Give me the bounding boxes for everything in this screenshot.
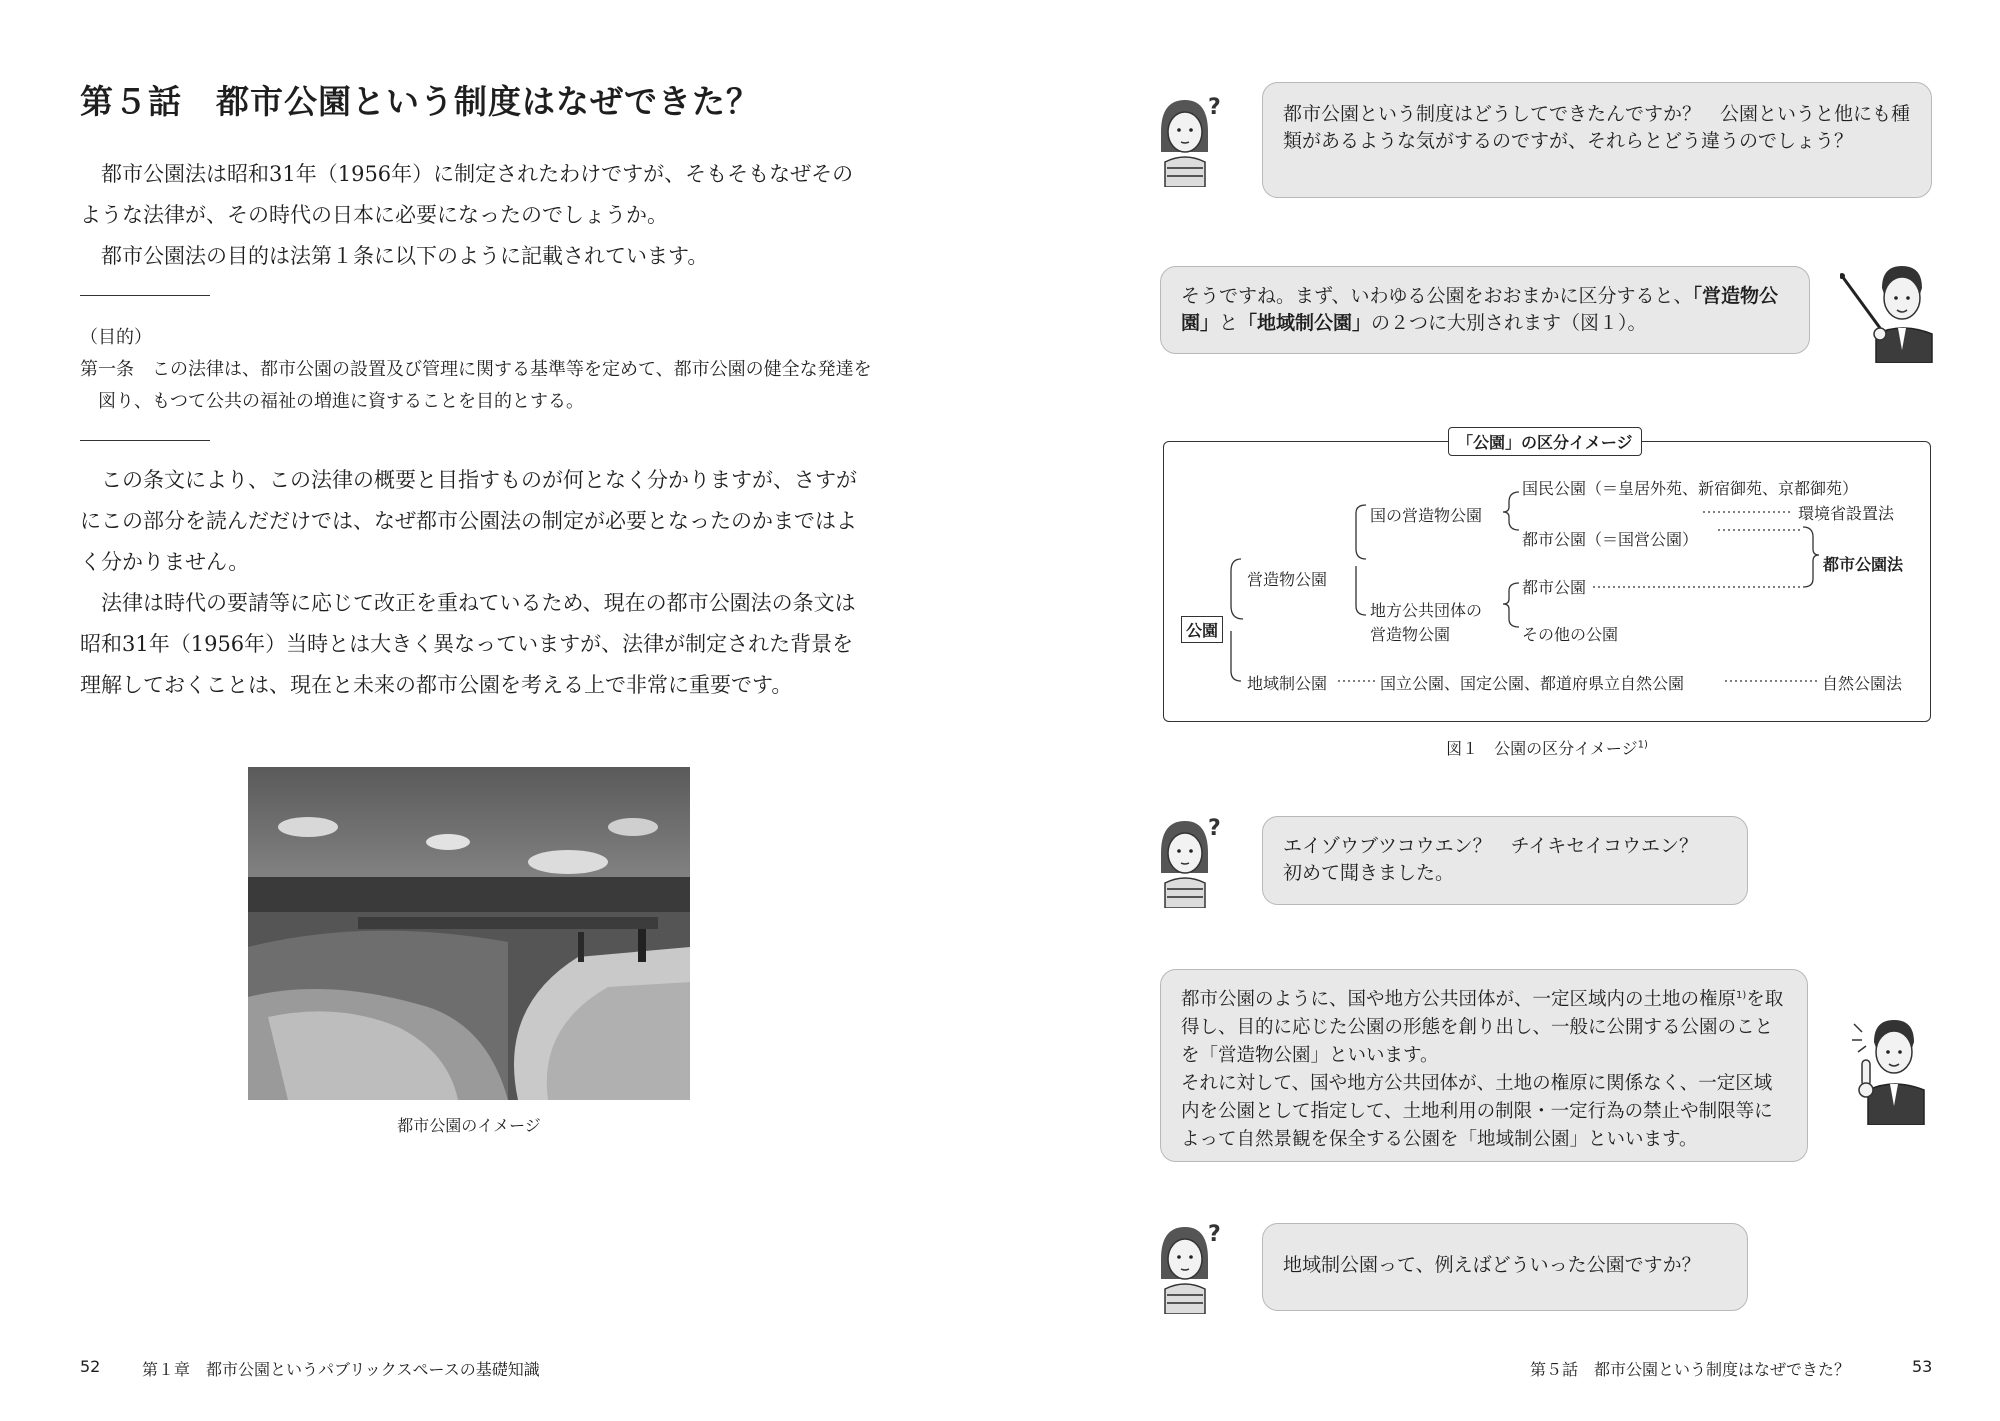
answer-1-bold-1: 「営造物公園」 [1181,285,1778,334]
body-paragraph-1: この条文により、この法律の概要と目指すものが何となく分かりますが、さすがにこの部分を読んだだけでは、なぜ都市公園法の制定が必要となったのかまではよく分かりません。 [80,468,857,574]
diagram-chiiki: 地域制公園 [1247,674,1328,693]
answer-2-paragraph-1 [1181,982,1787,1070]
answer-1-bold-2: 「地域制公園」 [1238,312,1372,334]
body-text [80,460,865,706]
answer-bubble-2 [1160,969,1808,1162]
diagram-kokumin: 国民公園（＝皇居外苑、新宿御苑、京都御苑） [1522,479,1859,498]
law-quote [80,322,878,418]
park-photo-image [248,767,690,1100]
answer-2-footnote: 1) [1736,990,1747,1001]
questioner-avatar-2 [1153,813,1228,912]
diagram-toshi: 都市公園 [1522,578,1587,597]
law-rule-bottom [80,440,210,441]
question-2-line-1: エイゾウブツコウエン？ チイキセイコウエン？ [1283,835,1698,857]
questioner-avatar [1153,92,1228,191]
diagram-toshi-kuni: 都市公園（＝国営公園） [1522,530,1699,549]
diagram-toshikoen-law: 都市公園法 [1823,555,1904,574]
law-article-1: 第一条 この法律は、都市公園の設置及び管理に関する基準等を定めて、都市公園の健全な発達を図り、もつて公共の福祉の増進に資することを目的とする。 [80,359,872,412]
question-2-line-2: 初めて聞きました。 [1283,862,1455,884]
diagram-root-label: 公園 [1181,616,1223,643]
answer-2-p1-b: を取得し、目的に応じた公園の形態を創り出し、一般に公開する公園のことを「営造物公園」といいます。 [1181,989,1784,1067]
answer-1-post: の２つに大別されます（図１）。 [1371,312,1647,334]
diagram-eizobutsu: 営造物公園 [1247,570,1328,589]
running-head-right: 第５話 都市公園という制度はなぜできた？ [1530,1360,1851,1379]
teacher-avatar-finger [1852,1010,1932,1129]
diagram-kuni: 国の営造物公園 [1370,506,1483,525]
question-bubble-2 [1262,816,1748,905]
law-heading: （目的） [80,327,152,348]
question-bubble-3: 地域制公園って、例えばどういった公園ですか？ [1262,1223,1748,1311]
diagram-chiho-1: 地方公共団体の [1370,601,1483,620]
answer-2-paragraph-2: それに対して、国や地方公共団体が、土地の権原に関係なく、一定区域内を公園として指定して、土地利用の制限・一定行為の禁止や制限等によって自然景観を保全する公園を「地域制公園」といいます。 [1181,1073,1773,1151]
intro-paragraph-1: 都市公園法は昭和31年（1956年）に制定されたわけですが、そもそもなぜそのような法律が、その時代の日本に必要になったのでしょうか。 [80,162,854,227]
diagram-shizen-law: 自然公園法 [1822,674,1903,693]
figure-caption [1163,736,1931,759]
body-paragraph-2: 法律は時代の要請等に応じて改正を重ねているため、現在の都市公園法の条文は昭和31年（1956年）当時とは大きく異なっていますが、法律が制定された背景を理解しておくことは、現在と未来の都市公園を考える上で非常に重要です。 [80,591,856,697]
intro-paragraph-2: 都市公園法の目的は法第１条に以下のように記載されています。 [101,244,709,268]
diagram-title: 「公園」の区分イメージ [1448,427,1642,456]
teacher-avatar-pointer [1840,258,1940,367]
diagram-chiiki-list: 国立公園、国定公園、都道府県立自然公園 [1380,674,1685,693]
answer-1-pre: そうですね。まず、いわゆる公園をおおまかに区分すると、 [1181,285,1693,307]
answer-1-mid: と [1219,312,1239,334]
svg-text:?: ? [1208,1222,1221,1247]
diagram-chiho-2: 営造物公園 [1370,625,1451,644]
page-number-right: 53 [1912,1357,1933,1376]
diagram-sonota: その他の公園 [1522,625,1619,644]
diagram-kankyo-law: 環境省設置法 [1798,504,1895,523]
chapter-title: 第５話 都市公園という制度はなぜできた？ [80,82,760,121]
svg-text:?: ? [1208,816,1221,841]
figure-caption-text: 図１ 公園の区分イメージ [1446,739,1638,758]
svg-text:?: ? [1208,95,1221,120]
photo-caption: 都市公園のイメージ [397,1116,541,1135]
questioner-avatar-3 [1153,1219,1228,1318]
figure-caption-footnote: 1) [1637,739,1648,751]
running-head-left: 第１章 都市公園というパブリックスペースの基礎知識 [142,1360,540,1379]
intro-text [80,154,865,277]
question-bubble-1: 都市公園という制度はどうしてできたんですか？ 公園というと他にも種類があるような気がするのですが、それらとどう違うのでしょう？ [1262,82,1932,198]
law-rule-top [80,295,210,296]
answer-2-p1-a: 都市公園のように、国や地方公共団体が、一定区域内の土地の権原 [1181,989,1737,1011]
page-number-left: 52 [80,1357,101,1376]
answer-bubble-1 [1160,266,1810,354]
park-photo [248,767,690,1100]
